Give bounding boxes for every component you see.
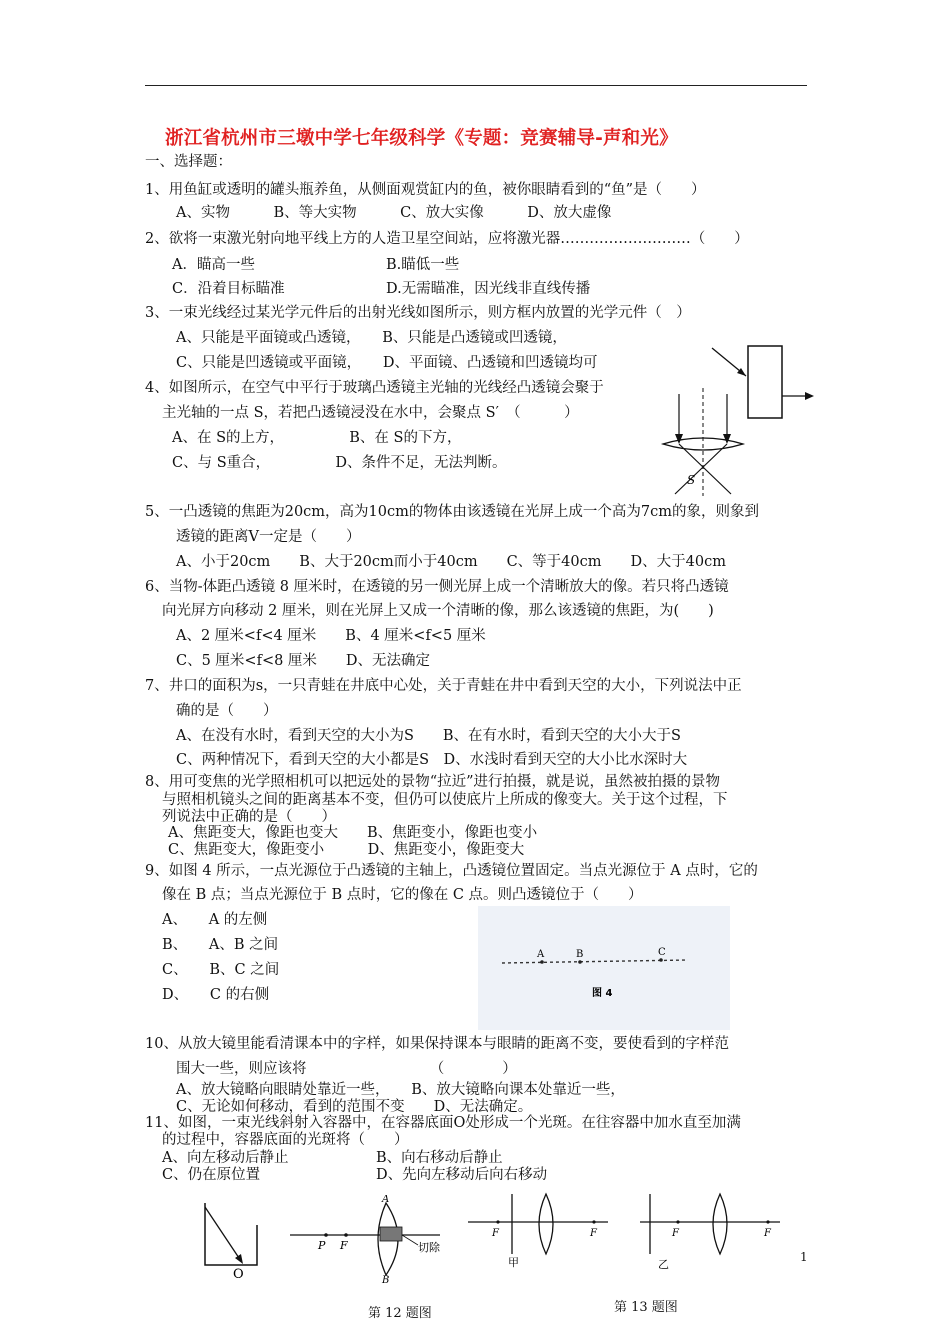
- question-2: 2、欲将一束激光射向地平线上方的人造卫星空间站，应将激光器………………………（ ）: [145, 231, 749, 247]
- figure-4-image: [478, 906, 730, 1030]
- question-6-options-cd: C、5 厘米<f<8 厘米 D、无法确定: [176, 653, 431, 669]
- question-11-option-a: A、向左移动后静止: [162, 1150, 289, 1166]
- convex-lens-figure: [655, 388, 755, 500]
- page-title: 浙江省杭州市三墩中学七年级科学《专题：竞赛辅导-声和光》: [165, 128, 678, 149]
- question-7: 7、井口的面积为s，一只青蛙在井底中心处，关于青蛙在井中看到天空的大小，下列说法中正: [145, 678, 742, 694]
- question-9-option-c: C、 B、C 之间: [162, 962, 280, 978]
- jia-focus-right-label: F: [590, 1228, 597, 1239]
- focus-s-label: S: [687, 473, 696, 487]
- question-10: 10、从放大镜里能看清课本中的字样，如果保持课本与眼睛的距离不变，要使看到的字样范: [145, 1036, 729, 1052]
- focus-f-label: F: [340, 1239, 348, 1252]
- question-3: 3、一束光线经过某光学元件后的出射光线如图所示，则方框内放置的光学元件（ ）: [145, 305, 691, 321]
- question-4: 4、如图所示，在空气中平行于玻璃凸透镜主光轴的光线经凸透镜会聚于: [145, 380, 604, 396]
- figure-13-caption: 第 13 题图: [614, 1300, 678, 1315]
- question-6: 6、当物-体距凸透镜 8 厘米时，在透镜的另一侧光屏上成一个清晰放大的像。若只将凸透镜: [145, 579, 729, 595]
- question-11-option-b: B、向右移动后静止: [376, 1150, 503, 1166]
- question-2-option-a: A．瞄高一些: [172, 257, 255, 273]
- point-a-label: A: [537, 949, 545, 960]
- question-8-line-2: 与照相机镜头之间的距离基本不变，但仍可以使底片上所成的像变大。关于这个过程，下: [162, 792, 728, 808]
- jia-focus-left-label: F: [492, 1228, 499, 1239]
- page-number: 1: [800, 1250, 808, 1264]
- question-7-options-ab: A、在没有水时，看到天空的大小为S B、在有水时，看到天空的大小大于S: [176, 728, 681, 744]
- container-figure: [195, 1195, 265, 1280]
- question-8-options-ab: A、焦距变大，像距也变大 B、焦距变小，像距也变小: [168, 825, 538, 841]
- cut-lens-figure: [290, 1195, 460, 1285]
- question-2-option-b: B.瞄低一些: [386, 257, 460, 273]
- question-3-options-ab: A、只能是平面镜或凸透镜， B、只能是凸透镜或凹透镜，: [176, 330, 567, 346]
- point-b-label: B: [576, 949, 584, 960]
- question-8-line-3: 列说法中正确的是（ ）: [162, 809, 336, 825]
- question-8: 8、用可变焦的光学照相机可以把远处的景物“拉近”进行拍摄，就是说，虽然被拍摄的景物: [145, 774, 721, 790]
- question-6-line-2: 向光屏方向移动 2 厘米，则在光屏上又成一个清晰的像，那么该透镜的焦距，为( ): [162, 603, 714, 619]
- lens-figure-yi: [640, 1190, 790, 1270]
- point-c-label: C: [658, 947, 666, 958]
- question-5: 5、一凸透镜的焦距为20cm，高为10cm的物体由该透镜在光屏上成一个高为7cm的象，则象到: [145, 504, 759, 520]
- cut-label: 切除: [418, 1241, 440, 1254]
- yi-focus-left-label: F: [672, 1228, 679, 1239]
- question-10-line-2: 围大一些，则应该将 （ ）: [176, 1061, 517, 1077]
- yi-focus-right-label: F: [764, 1228, 771, 1239]
- question-10-options-ab: A、放大镜略向眼睛处靠近一些， B、放大镜略向课本处靠近一些，: [176, 1082, 625, 1098]
- question-3-options-cd: C、只能是凹透镜或平面镜， D、平面镜、凸透镜和凹透镜均可: [176, 355, 598, 371]
- jia-label: 甲: [508, 1256, 519, 1269]
- question-7-line-2: 确的是（ ）: [176, 703, 278, 719]
- question-4-options-ab: A、在 S的上方， B、在 S的下方，: [172, 430, 462, 446]
- header-rule: [145, 85, 807, 86]
- question-7-options-cd: C、两种情况下，看到天空的大小都是S D、水浅时看到天空的大小比水深时大: [176, 752, 688, 768]
- question-4-line-2: 主光轴的一点 S，若把凸透镜浸没在水中，会聚点 S′ （ ）: [162, 405, 579, 421]
- figure-4-caption: 图 4: [592, 988, 613, 999]
- lens-bottom-b-label: B: [382, 1275, 390, 1285]
- question-9-option-b: B、 A、B 之间: [162, 937, 279, 953]
- question-9-option-d: D、 C 的右侧: [162, 987, 270, 1003]
- question-1: 1、用鱼缸或透明的罐头瓶养鱼，从侧面观赏缸内的鱼，被你眼睛看到的“鱼”是（ ）: [145, 182, 706, 198]
- question-9-option-a: A、 A 的左侧: [162, 912, 268, 928]
- question-5-line-2: 透镜的距离V一定是（ ）: [176, 529, 361, 545]
- point-p-label: P: [318, 1239, 326, 1252]
- question-10-options-cd: C、无论如何移动，看到的范围不变 D、无法确定。: [176, 1099, 533, 1115]
- question-9: 9、如图 4 所示，一点光源位于凸透镜的主轴上，凸透镜位置固定。当点光源位于 A 点时，它的: [145, 863, 758, 879]
- yi-label: 乙: [658, 1258, 669, 1270]
- question-4-options-cd: C、与 S重合， D、条件不足，无法判断。: [172, 455, 507, 471]
- point-o-label: O: [233, 1267, 244, 1280]
- question-5-options: A、小于20cm B、大于20cm而小于40cm C、等于40cm D、大于40cm: [176, 554, 726, 570]
- lens-top-a-label: A: [382, 1195, 390, 1205]
- section-heading: 一、选择题：: [145, 154, 232, 170]
- question-11-line-2: 的过程中，容器底面的光斑将（ ）: [162, 1132, 409, 1148]
- figure-12-caption: 第 12 题图: [368, 1306, 432, 1321]
- question-2-option-d: D.无需瞄准，因光线非直线传播: [386, 281, 591, 297]
- question-11-option-d: D、先向左移动后向右移动: [376, 1167, 548, 1183]
- question-11: 11、如图，一束光线斜射入容器中，在容器底面O处形成一个光斑。在往容器中加水直至加满: [145, 1115, 741, 1131]
- question-8-options-cd: C、焦距变大，像距变小 D、焦距变小，像距变大: [168, 842, 525, 858]
- question-1-options: A、实物 B、等大实物 C、放大实像 D、放大虚像: [176, 205, 612, 221]
- question-6-options-ab: A、2 厘米<f<4 厘米 B、4 厘米<f<5 厘米: [176, 628, 486, 644]
- lens-figure-jia: [468, 1190, 618, 1270]
- question-9-line-2: 像在 B 点；当点光源位于 B 点时，它的像在 C 点。则凸透镜位于（ ）: [162, 887, 643, 903]
- question-11-option-c: C、仍在原位置: [162, 1167, 261, 1183]
- question-2-option-c: C．沿着目标瞄准: [172, 281, 285, 297]
